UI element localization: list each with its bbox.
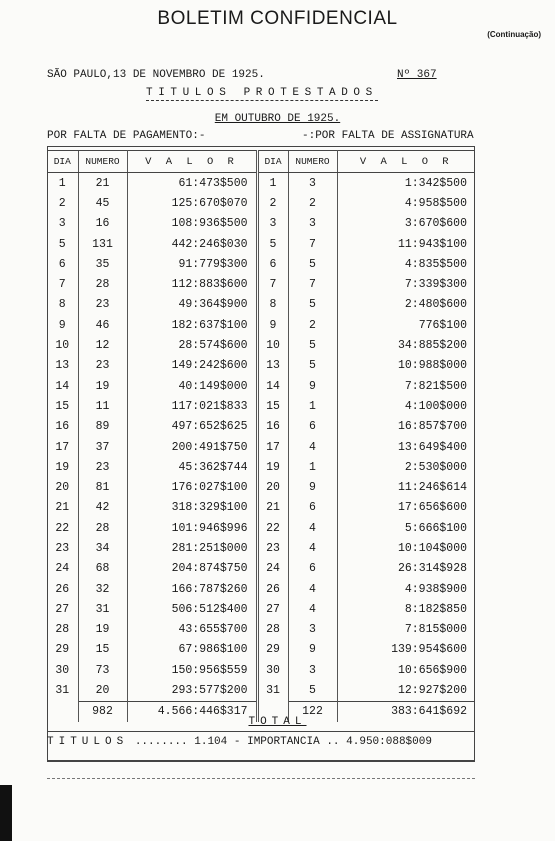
continuation-label: (Continuação): [487, 30, 541, 39]
total-titulos-label: TITULOS: [47, 736, 129, 748]
cell-numero-right: 4: [288, 538, 337, 558]
table-row: [47, 680, 475, 701]
cell-valor-left: 176:027$100: [171, 481, 248, 495]
cell-valor-right: 7:815$000: [404, 623, 467, 637]
cell-valor-left: 43:655$700: [178, 623, 248, 637]
cell-dia-right: 26: [257, 579, 288, 599]
cell-valor-right: 10:988$000: [397, 359, 467, 373]
cell-dia-right: 30: [257, 660, 288, 680]
total-dots: ........: [134, 736, 188, 748]
table-row: [47, 599, 475, 619]
table-row: [47, 396, 475, 416]
table-row: [47, 315, 475, 335]
cell-dia-right: 21: [257, 498, 288, 518]
cell-dia-left: 21: [55, 501, 70, 515]
cell-valor-right: 2:480$600: [404, 298, 467, 312]
cell-valor-left: 61:473$500: [178, 176, 248, 190]
cell-dia-right: 10: [257, 335, 288, 355]
cell-dia-right: 8: [257, 295, 288, 315]
cell-valor-left: 293:577$200: [171, 684, 248, 698]
cell-valor-right: 3:670$600: [404, 217, 467, 231]
sum-count-right: 122: [288, 701, 337, 722]
cell-numero-left: 15: [78, 640, 127, 660]
cell-dia-left: 16: [55, 420, 70, 434]
cell-valor-right: 1:342$500: [404, 176, 467, 190]
cell-numero-left: 73: [78, 660, 127, 680]
cell-valor-left: 91:779$300: [178, 257, 248, 271]
cell-numero-left: 23: [78, 457, 127, 477]
col-dia-left: DIA: [47, 151, 78, 173]
cell-dia-right: 14: [257, 376, 288, 396]
table-row: [47, 295, 475, 315]
cell-numero-left: 35: [78, 254, 127, 274]
col-dia-right: DIA: [257, 151, 288, 173]
cell-valor-left: 49:364$900: [178, 298, 248, 312]
cell-numero-left: 131: [78, 234, 127, 254]
cell-dia-right: 27: [257, 599, 288, 619]
cell-dia-left: 6: [58, 257, 66, 271]
cell-numero-left: 19: [78, 620, 127, 640]
table-row: [47, 518, 475, 538]
cell-dia-left: 22: [55, 521, 70, 535]
cell-dia-left: 15: [55, 399, 70, 413]
cell-numero-left: 81: [78, 477, 127, 497]
cell-dia-right: 1: [257, 173, 288, 194]
table-row: [47, 173, 475, 194]
cell-dia-left: 27: [55, 602, 70, 616]
cell-numero-left: 37: [78, 437, 127, 457]
cell-valor-right: 13:649$400: [397, 440, 467, 454]
cell-valor-right: 7:821$500: [404, 379, 467, 393]
cell-valor-right: 16:857$700: [397, 420, 467, 434]
cell-dia-right: 2: [257, 193, 288, 213]
col-numero-right: NUMERO: [288, 151, 337, 173]
protest-table: [47, 150, 475, 722]
cell-valor-left: 200:491$750: [171, 440, 248, 454]
sum-value-left: 4.566:446$317: [127, 701, 257, 722]
col-valor-right: V A L O R: [337, 151, 475, 173]
cell-dia-right: 16: [257, 417, 288, 437]
cell-valor-left: 204:874$750: [171, 562, 248, 576]
cell-dia-right: 22: [257, 518, 288, 538]
cell-dia-right: 29: [257, 640, 288, 660]
cell-valor-right: 7:339$300: [404, 278, 467, 292]
cell-dia-right: 31: [257, 680, 288, 701]
cell-dia-right: 13: [257, 356, 288, 376]
total-separator: -: [233, 736, 241, 748]
total-heading: [0, 716, 555, 728]
cell-dia-right: 17: [257, 437, 288, 457]
table-row: [47, 417, 475, 437]
cell-numero-left: 31: [78, 599, 127, 619]
cell-valor-left: 318:329$100: [171, 501, 248, 515]
divider-top-total: [47, 731, 475, 732]
cell-valor-left: 149:242$600: [171, 359, 248, 373]
cell-dia-right: 3: [257, 214, 288, 234]
cell-dia-left: 9: [58, 318, 66, 332]
sum-value-right: 383:641$692: [337, 701, 475, 722]
cell-numero-left: 45: [78, 193, 127, 213]
cell-valor-left: 497:652$625: [171, 420, 248, 434]
cell-numero-right: 3: [288, 660, 337, 680]
month-text: EM OUTUBRO DE 1925.: [214, 113, 341, 125]
cell-dia-left: 20: [55, 481, 70, 495]
document-title: BOLETIM CONFIDENCIAL: [157, 8, 398, 29]
table-row: [47, 620, 475, 640]
table-row: [47, 214, 475, 234]
cell-dia-left: 3: [58, 217, 66, 231]
cell-numero-left: 89: [78, 417, 127, 437]
cell-numero-right: 1: [288, 457, 337, 477]
cell-dia-left: 7: [58, 278, 66, 292]
table-row: [47, 254, 475, 274]
table-row: [47, 538, 475, 558]
cell-numero-right: 4: [288, 518, 337, 538]
cell-numero-right: 6: [288, 498, 337, 518]
cell-valor-right: 139:954$600: [391, 643, 467, 657]
cell-valor-right: 2:530$000: [404, 460, 467, 474]
section-title: TITULOS PROTESTADOS: [146, 87, 378, 99]
cell-numero-right: 7: [288, 234, 337, 254]
cell-valor-right: 11:943$100: [397, 237, 467, 251]
cell-valor-right: 4:100$000: [404, 399, 467, 413]
cell-valor-left: 112:883$600: [171, 278, 248, 292]
cell-numero-left: 68: [78, 559, 127, 579]
cell-dia-right: 19: [257, 457, 288, 477]
cell-numero-right: 3: [288, 214, 337, 234]
cell-numero-left: 12: [78, 335, 127, 355]
table-row: [47, 437, 475, 457]
scan-edge-mark: [0, 785, 12, 841]
total-line: [47, 736, 432, 748]
cell-dia-right: 28: [257, 620, 288, 640]
col-numero-left: NUMERO: [78, 151, 127, 173]
cell-dia-left: 28: [55, 623, 70, 637]
table-row: [47, 579, 475, 599]
cell-numero-right: 5: [288, 254, 337, 274]
cell-dia-left: 30: [55, 663, 70, 677]
table-row: [47, 274, 475, 294]
cell-valor-right: 17:656$600: [397, 501, 467, 515]
cell-dia-left: 19: [55, 460, 70, 474]
cell-numero-right: 2: [288, 193, 337, 213]
cell-dia-right: 24: [257, 559, 288, 579]
cell-valor-right: 34:885$200: [397, 339, 467, 353]
cell-valor-left: 67:986$100: [178, 643, 248, 657]
cell-valor-right: 4:938$900: [404, 582, 467, 596]
cell-dia-left: 1: [58, 176, 66, 190]
cell-dia-left: 31: [55, 684, 70, 698]
table-body: [47, 173, 475, 722]
col-valor-left: V A L O R: [127, 151, 257, 173]
cell-numero-right: 4: [288, 579, 337, 599]
cell-numero-right: 3: [288, 173, 337, 194]
cell-dia-right: 5: [257, 234, 288, 254]
divider-bottom: [47, 761, 475, 762]
cell-dia-right: 6: [257, 254, 288, 274]
cell-dia-left: 24: [55, 562, 70, 576]
cell-numero-right: 9: [288, 477, 337, 497]
importancia-dots: ..: [326, 736, 340, 748]
importancia-value: 4.950:088$009: [346, 736, 432, 748]
left-section-heading: POR FALTA DE PAGAMENTO:-: [47, 130, 206, 142]
cell-valor-left: 442:246$030: [171, 237, 248, 251]
cell-numero-left: 11: [78, 396, 127, 416]
divider-dashed: [47, 778, 475, 779]
cell-dia-left: 5: [58, 237, 66, 251]
cell-valor-right: 11:246$614: [397, 481, 467, 495]
cell-dia-left: 23: [55, 541, 70, 555]
table-row: [47, 234, 475, 254]
right-section-heading: -:POR FALTA DE ASSIGNATURA: [302, 130, 474, 142]
cell-valor-right: 4:835$500: [404, 257, 467, 271]
cell-numero-right: 7: [288, 274, 337, 294]
cell-numero-right: 2: [288, 315, 337, 335]
table-row: [47, 457, 475, 477]
cell-valor-left: 166:787$260: [171, 582, 248, 596]
cell-valor-left: 182:637$100: [171, 318, 248, 332]
cell-dia-right: 15: [257, 396, 288, 416]
cell-dia-right: 9: [257, 315, 288, 335]
cell-dia-right: 7: [257, 274, 288, 294]
cell-numero-left: 46: [78, 315, 127, 335]
cell-dia-right: 20: [257, 477, 288, 497]
cell-numero-right: 4: [288, 437, 337, 457]
cell-numero-left: 32: [78, 579, 127, 599]
cell-dia-left: 13: [55, 359, 70, 373]
month-line: [0, 113, 555, 125]
cell-numero-left: 34: [78, 538, 127, 558]
cell-numero-left: 20: [78, 680, 127, 701]
cell-dia-left: 10: [55, 339, 70, 353]
importancia-label: IMPORTANCIA: [247, 736, 320, 748]
cell-numero-left: 42: [78, 498, 127, 518]
cell-numero-left: 23: [78, 295, 127, 315]
cell-valor-left: 40:149$000: [178, 379, 248, 393]
cell-valor-right: 776$100: [418, 318, 467, 332]
cell-valor-left: 281:251$000: [171, 541, 248, 555]
cell-dia-left: 14: [55, 379, 70, 393]
cell-dia-left: 17: [55, 440, 70, 454]
dateline: SÃO PAULO,13 DE NOVEMBRO DE 1925.: [47, 69, 265, 81]
total-count: 1.104: [194, 736, 228, 748]
cell-numero-left: 21: [78, 173, 127, 194]
table-row: [47, 193, 475, 213]
cell-numero-right: 9: [288, 640, 337, 660]
total-heading-text: TOTAL: [248, 716, 307, 728]
cell-numero-left: 28: [78, 274, 127, 294]
table-row: [47, 640, 475, 660]
cell-valor-left: 125:670$070: [171, 196, 248, 210]
cell-valor-left: 150:956$559: [171, 663, 248, 677]
cell-dia-left: 29: [55, 643, 70, 657]
cell-dia-left: 8: [58, 298, 66, 312]
sum-count-left: 982: [78, 701, 127, 722]
cell-valor-right: 4:958$500: [404, 196, 467, 210]
cell-dia-left: 2: [58, 196, 66, 210]
cell-valor-right: 10:656$900: [397, 663, 467, 677]
document-number: Nº 367: [397, 69, 437, 81]
cell-valor-right: 8:182$850: [404, 602, 467, 616]
cell-valor-right: 26:314$928: [397, 562, 467, 576]
cell-valor-left: 506:512$400: [171, 602, 248, 616]
cell-valor-left: 117:021$833: [171, 399, 248, 413]
cell-numero-left: 23: [78, 356, 127, 376]
cell-numero-right: 6: [288, 559, 337, 579]
cell-dia-right: 23: [257, 538, 288, 558]
cell-numero-right: 5: [288, 335, 337, 355]
cell-numero-right: 1: [288, 396, 337, 416]
cell-valor-right: 5:666$100: [404, 521, 467, 535]
cell-numero-right: 4: [288, 599, 337, 619]
table-row: [47, 559, 475, 579]
table-row: [47, 660, 475, 680]
cell-valor-left: 108:936$500: [171, 217, 248, 231]
cell-valor-right: 10:104$000: [397, 541, 467, 555]
cell-dia-left: 26: [55, 582, 70, 596]
cell-numero-left: 28: [78, 518, 127, 538]
cell-numero-right: 6: [288, 417, 337, 437]
cell-numero-right: 3: [288, 620, 337, 640]
cell-valor-left: 28:574$600: [178, 339, 248, 353]
table-header-row: [47, 151, 475, 173]
cell-numero-left: 16: [78, 214, 127, 234]
cell-numero-left: 19: [78, 376, 127, 396]
table-row: [47, 498, 475, 518]
table-row: [47, 477, 475, 497]
cell-valor-left: 45:362$744: [178, 460, 248, 474]
cell-valor-left: 101:946$996: [171, 521, 248, 535]
table-row: [47, 335, 475, 355]
cell-numero-right: 5: [288, 356, 337, 376]
table-row: [47, 356, 475, 376]
cell-numero-right: 5: [288, 295, 337, 315]
cell-numero-right: 9: [288, 376, 337, 396]
cell-valor-right: 12:927$200: [397, 684, 467, 698]
table-row: [47, 376, 475, 396]
cell-numero-right: 5: [288, 680, 337, 701]
